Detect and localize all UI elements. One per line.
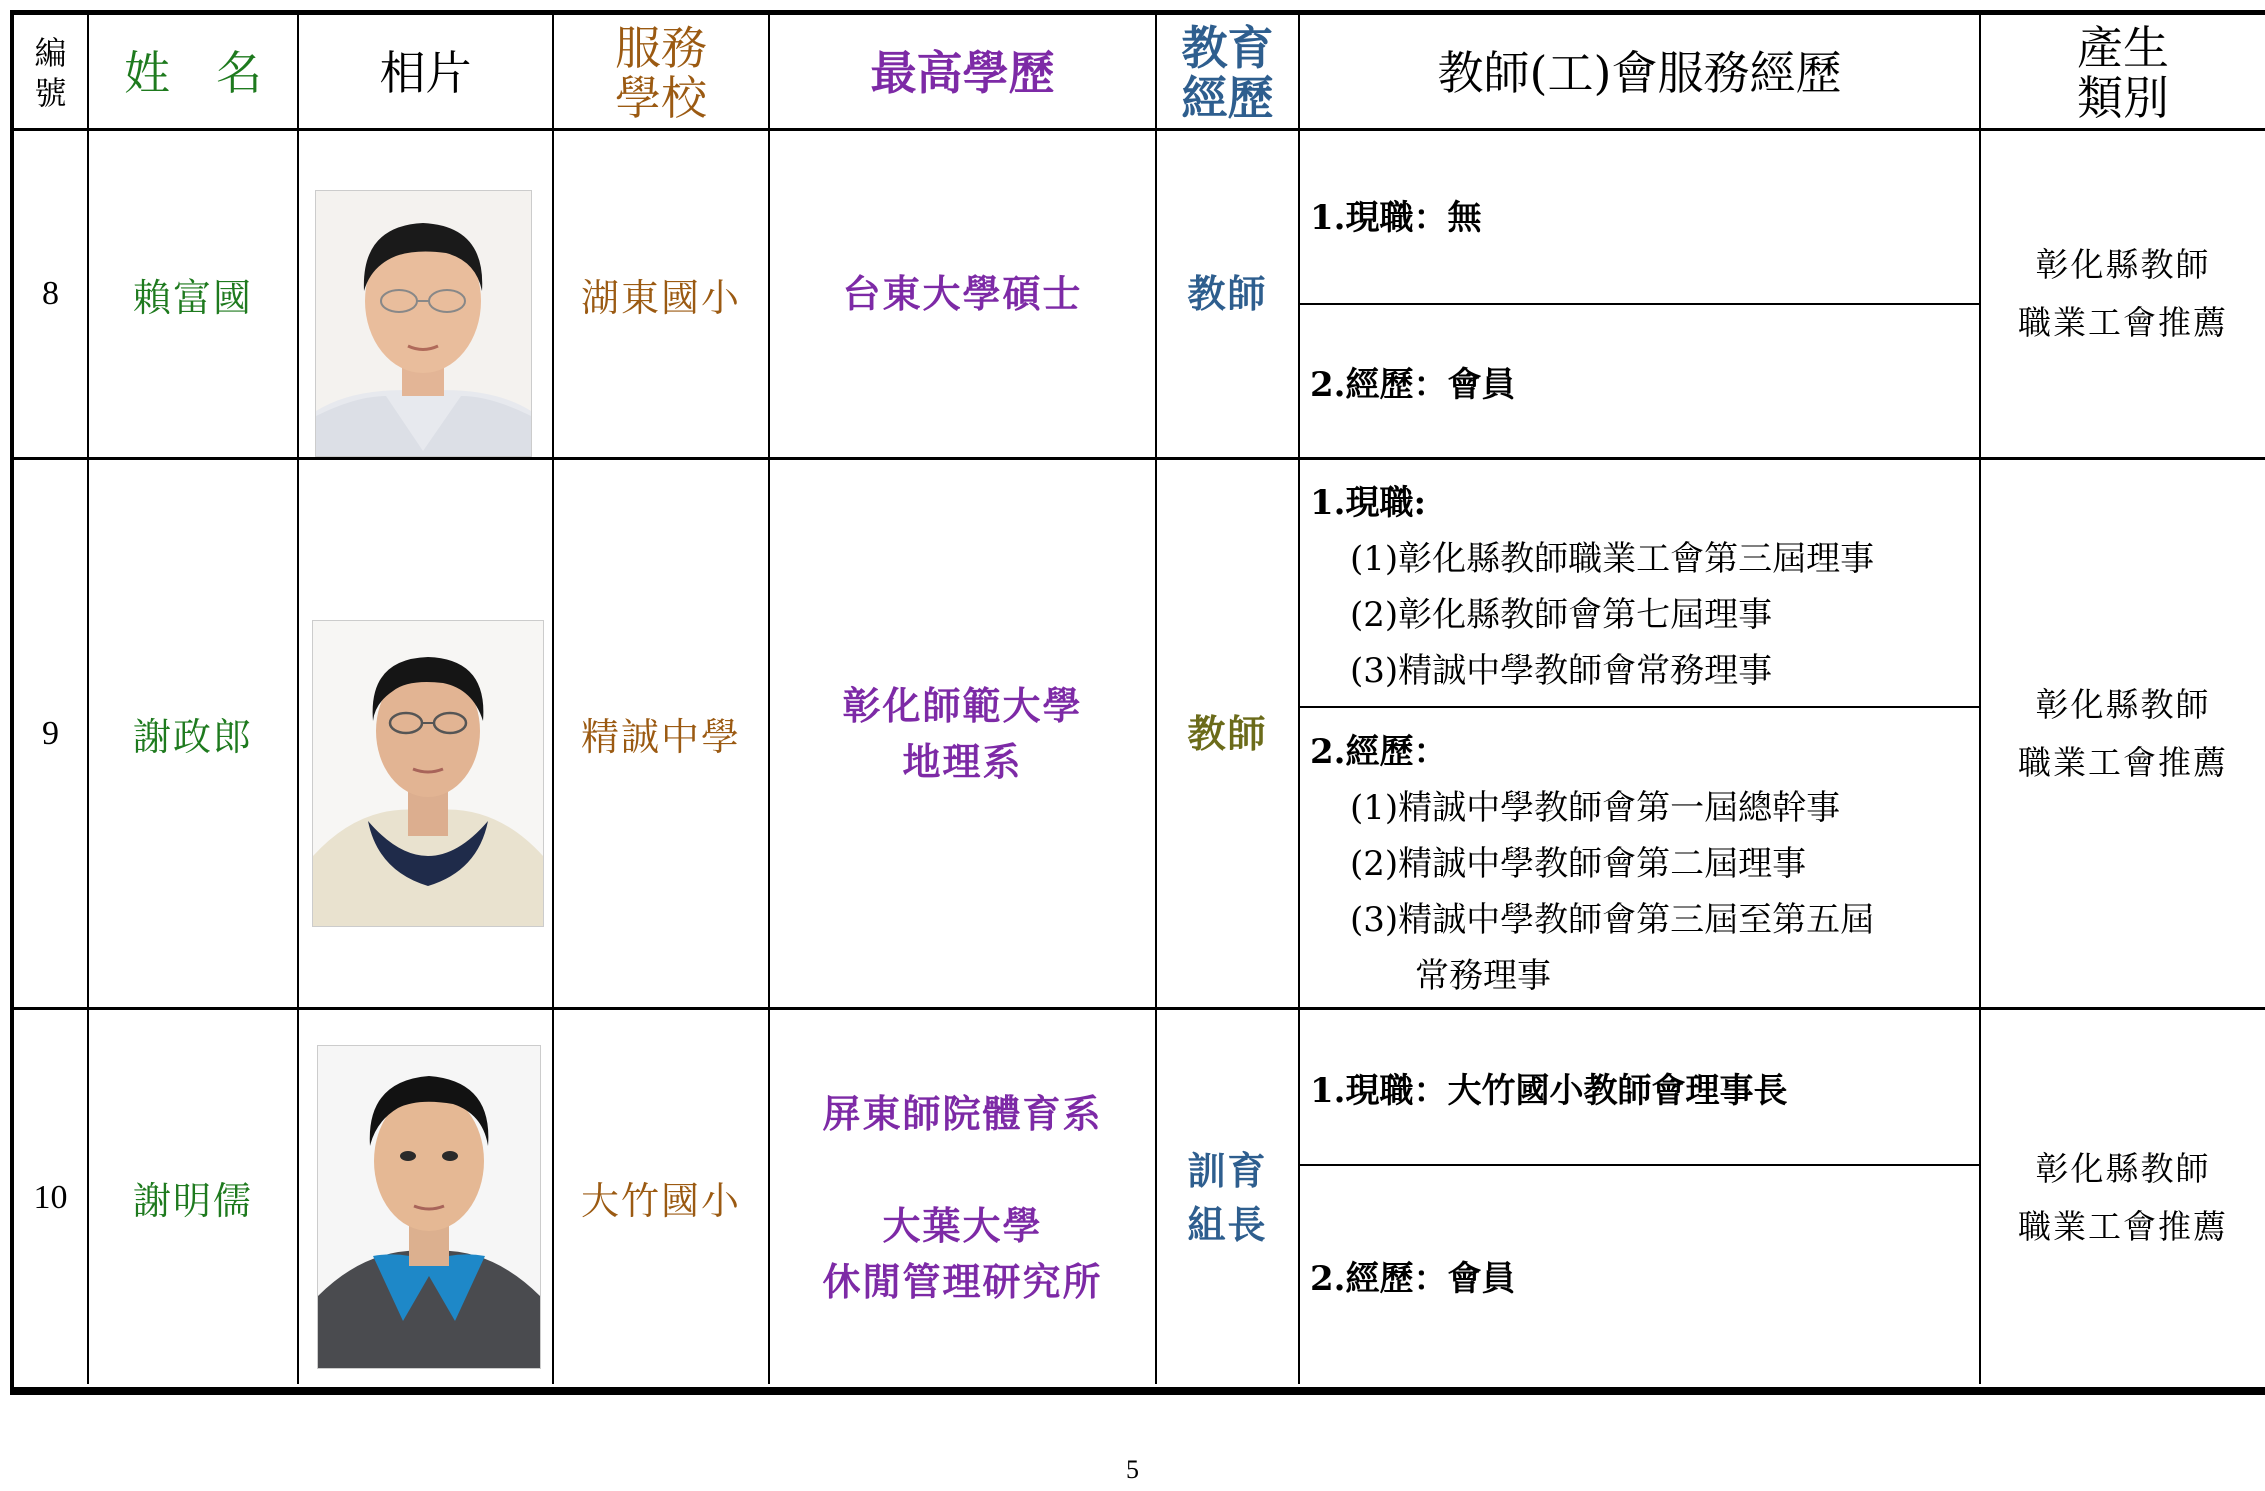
page-number: 5 (1126, 1455, 1139, 1484)
role-line: 組長 (1187, 1201, 1268, 1247)
service-divider-row8 (1300, 303, 1981, 305)
service-past (1310, 724, 1874, 1004)
service-current (1310, 1063, 1788, 1119)
header-role: 教育經歷 (1181, 21, 1274, 125)
current-item: (3)精誠中學教師會常務理事 (1350, 651, 1773, 691)
current-position: 1.現職：無 (1310, 198, 1482, 238)
category-line: 職業工會推薦 (2018, 1206, 2228, 1246)
category-line: 彰化縣教師 (2035, 245, 2211, 284)
service-past (1310, 357, 1516, 413)
education-role (1157, 460, 1298, 1007)
degree-line: 地理系 (902, 738, 1023, 784)
degree-line: 大葉大學 (882, 1202, 1043, 1248)
candidate-photo (315, 190, 532, 457)
candidate-photo (317, 1045, 541, 1369)
highest-degree (770, 131, 1155, 457)
past-item: 常務理事 (1415, 956, 1551, 996)
degree-line: 彰化師範大學 (842, 682, 1083, 728)
service-divider-row10 (1300, 1164, 1981, 1166)
school-name: 湖東國小 (580, 275, 741, 320)
past-item: (3)精誠中學教師會第三屆至第五屆 (1350, 900, 1875, 940)
candidate-name: 謝政郎 (132, 715, 253, 759)
header-school: 服務學校 (615, 21, 707, 125)
past-experience: 2.經歷： (1310, 732, 1448, 772)
current-position: 1.現職：大竹國小教師會理事長 (1310, 1071, 1788, 1111)
current-item: (1)彰化縣教師職業工會第三屆理事 (1350, 539, 1875, 579)
highest-degree (770, 1010, 1155, 1385)
past-item: (2)精誠中學教師會第二屆理事 (1350, 844, 1807, 884)
service-divider-row9 (1300, 706, 1981, 708)
service-current (1310, 190, 1482, 246)
education-role (1157, 1010, 1298, 1385)
header-category: 產生類別 (2077, 21, 2169, 125)
nomination-category (1981, 131, 2265, 457)
header-photo: 相片 (379, 46, 472, 100)
header-degree: 最高學歷 (870, 46, 1055, 100)
header-service: 教師(工)會服務經歷 (1437, 46, 1842, 100)
candidate-name: 賴富國 (132, 275, 253, 320)
past-experience: 2.經歷：會員 (1310, 1259, 1516, 1299)
row-number: 8 (42, 275, 59, 312)
col-divider (1298, 14, 1300, 1384)
nomination-category (1981, 460, 2265, 1007)
service-current (1310, 475, 1874, 699)
degree-line: 屏東師院體育系 (822, 1090, 1103, 1136)
header-num: 編號 (34, 34, 67, 112)
category-line: 彰化縣教師 (2035, 1148, 2211, 1188)
candidate-name: 謝明儒 (132, 1179, 253, 1223)
category-line: 彰化縣教師 (2035, 684, 2211, 724)
category-line: 職業工會推薦 (2018, 303, 2228, 342)
past-item: (1)精誠中學教師會第一屆總幹事 (1350, 788, 1841, 828)
nomination-category (1981, 1010, 2265, 1385)
row-number: 10 (33, 1178, 68, 1216)
category-line: 職業工會推薦 (2018, 742, 2228, 782)
school-name: 精誠中學 (580, 715, 741, 759)
education-role (1157, 131, 1298, 457)
school-name: 大竹國小 (580, 1179, 741, 1223)
role-line: 教師 (1187, 710, 1268, 756)
past-experience: 2.經歷：會員 (1310, 365, 1516, 405)
current-item: (2)彰化縣教師會第七屆理事 (1350, 595, 1773, 635)
degree-line: 台東大學碩士 (842, 271, 1083, 316)
degree-line: 休閒管理研究所 (822, 1258, 1103, 1304)
row-number: 9 (42, 714, 59, 752)
header-name: 姓 名 (124, 46, 262, 100)
current-position: 1.現職: (1310, 483, 1427, 523)
highest-degree (770, 460, 1155, 1007)
col-divider (297, 14, 299, 1384)
role-line: 教師 (1187, 271, 1268, 316)
candidate-photo (312, 620, 544, 927)
role-line: 訓育 (1187, 1147, 1268, 1193)
service-past (1310, 1251, 1516, 1307)
